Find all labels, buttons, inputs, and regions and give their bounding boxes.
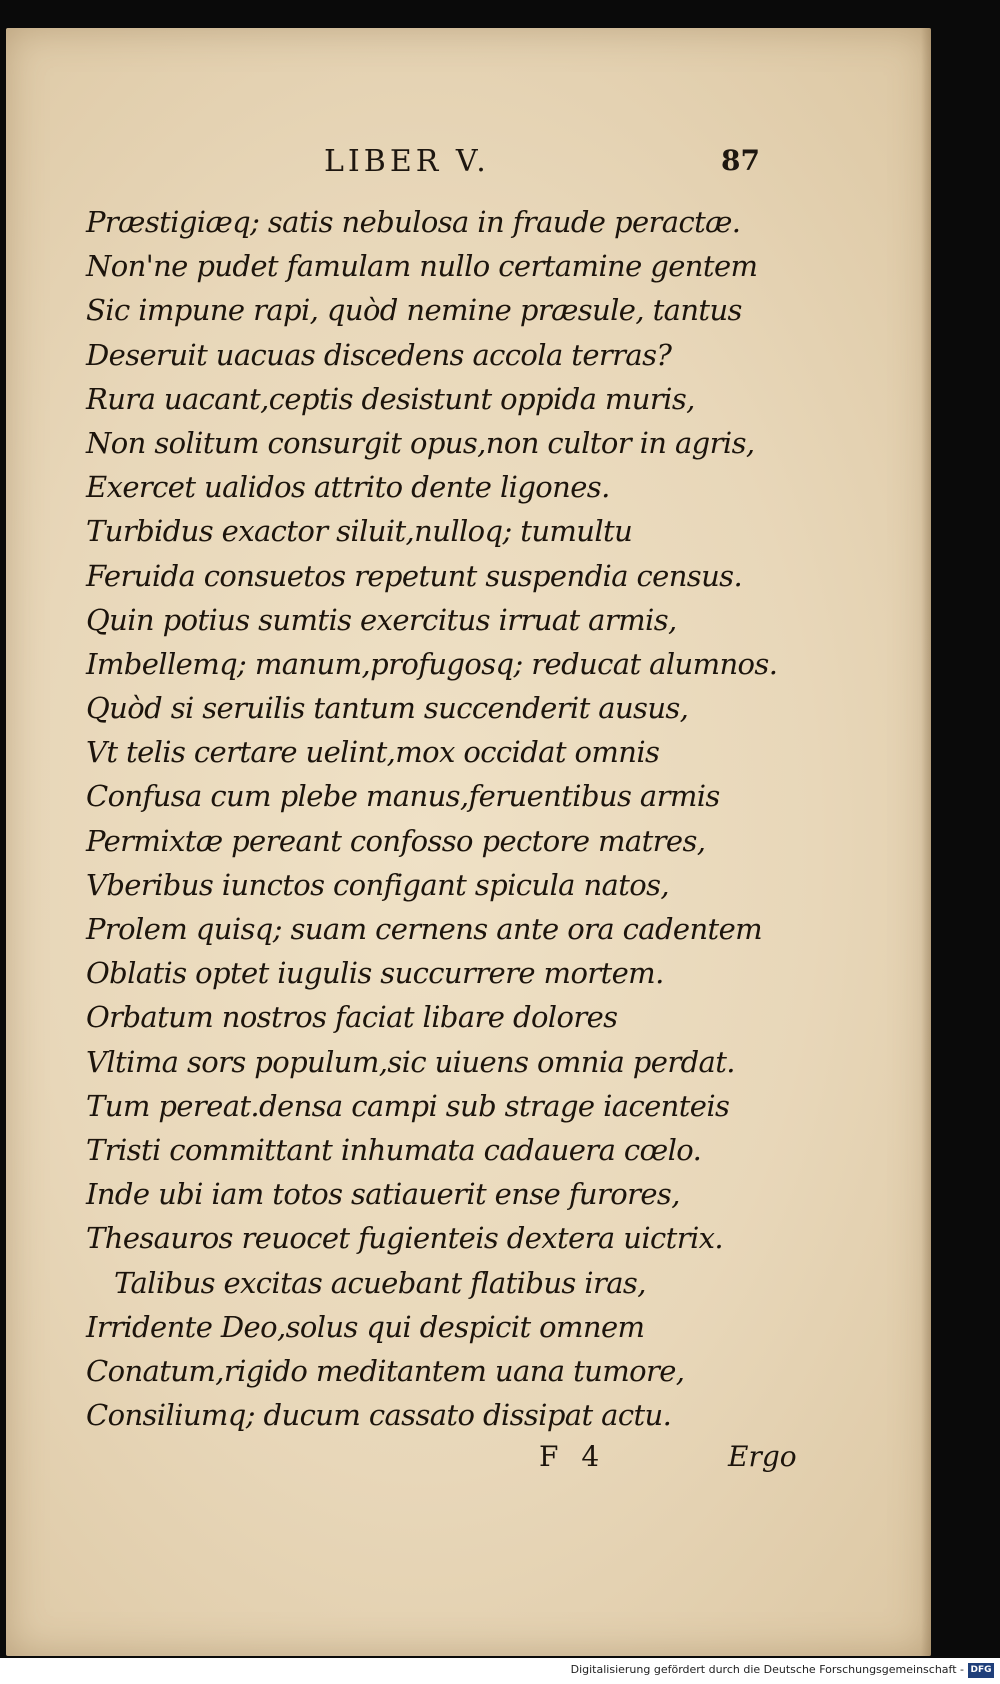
running-head-title: LIBER V. — [324, 144, 490, 179]
verse-line: Deseruit uacuas discedens accola terras? — [86, 337, 672, 372]
verse-line: Oblatis optet iugulis succurrere mortem. — [86, 956, 664, 991]
verse-line: Quòd si seruilis tantum succenderit ausus, — [86, 691, 689, 726]
verse-line: Quin potius sumtis exercitus irruat armis, — [86, 602, 677, 637]
verse-line: Præstigiæq; satis nebulosa in fraude peractæ. — [86, 205, 741, 239]
verse-line: Tum pereat.densa campi sub strage iacenteis — [86, 1088, 730, 1123]
catchword: Ergo — [728, 1440, 797, 1473]
running-head — [6, 144, 931, 184]
signature-mark: F 4 — [539, 1440, 600, 1473]
verse-line: Irridente Deo,solus qui despicit omnem — [86, 1309, 645, 1344]
verse-line: Vberibus iunctos configant spicula natos, — [86, 867, 670, 902]
verse-line-indented: Talibus excitas acuebant flatibus iras, — [114, 1265, 646, 1300]
page-edge-shadow — [921, 28, 931, 1656]
verse-text-block — [86, 200, 806, 1437]
verse-line: Thesauros reuocet fugienteis dextera uictrix. — [86, 1221, 723, 1256]
verse-line: Tristi committant inhumata cadauera cœlo. — [86, 1132, 702, 1167]
verse-line: Vt telis certare uelint,mox occidat omnis — [86, 735, 660, 770]
folio-number: 87 — [721, 144, 760, 177]
verse-line: Inde ubi iam totos satiauerit ense furores, — [86, 1177, 680, 1212]
credit-bar — [0, 1658, 1000, 1684]
verse-line: Consiliumq; ducum cassato dissipat actu. — [86, 1398, 672, 1433]
verse-line: Exercet ualidos attrito dente ligones. — [86, 470, 610, 505]
dfg-logo: DFG — [968, 1663, 994, 1678]
verse-line: Feruida consuetos repetunt suspendia census. — [86, 558, 743, 593]
verse-line: Turbidus exactor siluit,nulloq; tumultu — [86, 514, 633, 549]
verse-line: Non solitum consurgit opus,non cultor in agris, — [86, 425, 755, 460]
book-page — [6, 28, 931, 1656]
credit-text: Digitalisierung gefördert durch die Deutsche Forschungsgemeinschaft - — [570, 1663, 964, 1676]
verse-line: Confusa cum plebe manus,feruentibus armis — [86, 779, 720, 814]
verse-line: Conatum,rigido meditantem uana tumore, — [86, 1353, 685, 1388]
verse-line: Orbatum nostros faciat libare dolores — [86, 1000, 618, 1035]
verse-line: Imbellemq; manum,profugosq; reducat alumnos. — [86, 646, 778, 681]
verse-line: Non'ne pudet famulam nullo certamine gentem — [86, 249, 758, 284]
page-footer — [6, 1440, 931, 1480]
verse-line: Rura uacant,ceptis desistunt oppida muris, — [86, 381, 695, 416]
verse-line: Prolem quisq; suam cernens ante ora cadentem — [86, 912, 763, 946]
verse-line: Permixtæ pereant confosso pectore matres, — [86, 823, 706, 858]
verse-line: Vltima sors populum,sic uiuens omnia perdat. — [86, 1044, 735, 1079]
verse-line: Sic impune rapi, quòd nemine præsule, tantus — [86, 293, 742, 328]
